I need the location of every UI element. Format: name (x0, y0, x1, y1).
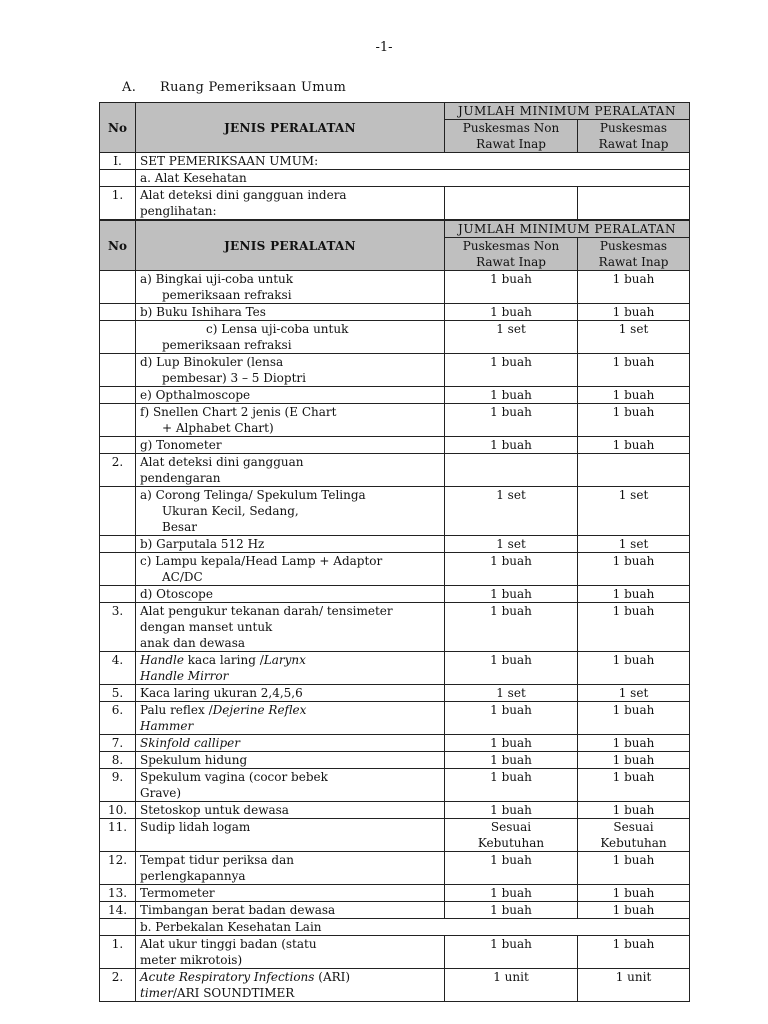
item-name (136, 969, 445, 1002)
qty-non-rawat: 1 buah (445, 603, 578, 652)
empty-cell (100, 170, 136, 187)
qty-rawat: 1 set (578, 685, 690, 702)
header-jenis: JENIS PERALATAN (136, 221, 445, 271)
qty-non-rawat: 1 set (445, 487, 578, 536)
qty-line: Kebutuhan (477, 836, 545, 850)
qty-rawat: 1 buah (578, 271, 690, 304)
table-row (100, 936, 690, 969)
item-line: Alat deteksi dini gangguan indera (140, 188, 347, 202)
qty-non-rawat: 1 buah (445, 271, 578, 304)
empty-cell (100, 919, 136, 936)
qty-rawat: 1 buah (578, 304, 690, 321)
qty-line: Sesuai (613, 820, 654, 834)
row-no: 6. (100, 702, 136, 735)
qty-rawat: 1 buah (578, 702, 690, 735)
item-text: Palu reflex / (140, 703, 213, 717)
empty-cell (445, 454, 578, 487)
table-row (100, 852, 690, 885)
qty-rawat: 1 unit (578, 969, 690, 1002)
item-line: pembesar) 3 – 5 Dioptri (162, 371, 306, 385)
table-row (100, 802, 690, 819)
row-no: 14. (100, 902, 136, 919)
table-row (100, 885, 690, 902)
item-line: f) Snellen Chart 2 jenis (E Chart (140, 405, 337, 419)
header-col-non-rawat (445, 238, 578, 271)
item-line: c) Lampu kepala/Head Lamp + Adaptor (140, 554, 383, 568)
empty-cell (578, 454, 690, 487)
row-no: 1. (100, 936, 136, 969)
empty-cell (100, 321, 136, 354)
item-name: g) Tonometer (136, 437, 445, 454)
row-no: 2. (100, 969, 136, 1002)
item-italic: Handle (140, 653, 184, 667)
empty-cell (100, 304, 136, 321)
empty-cell (100, 437, 136, 454)
table-row (100, 304, 690, 321)
header-col1-line2: Rawat Inap (476, 255, 546, 269)
empty-cell (100, 536, 136, 553)
perbekalan-label: b. Perbekalan Kesehatan Lain (136, 919, 690, 936)
item-name (136, 652, 445, 685)
row-no: 10. (100, 802, 136, 819)
qty-rawat: 1 buah (578, 437, 690, 454)
empty-cell (578, 187, 690, 220)
table-row (100, 769, 690, 802)
empty-cell (100, 487, 136, 536)
item-name (136, 769, 445, 802)
qty-rawat: 1 buah (578, 735, 690, 752)
set-label: SET PEMERIKSAAN UMUM: (136, 153, 690, 170)
qty-non-rawat (445, 819, 578, 852)
qty-non-rawat: 1 buah (445, 752, 578, 769)
empty-cell (100, 553, 136, 586)
qty-non-rawat: 1 unit (445, 969, 578, 1002)
header-jumlah: JUMLAH MINIMUM PERALATAN (445, 103, 690, 120)
header-row (100, 103, 690, 120)
table-row (100, 969, 690, 1002)
item-line: meter mikrotois) (140, 953, 243, 967)
qty-rawat: 1 set (578, 487, 690, 536)
item-line: c) Lensa uji-coba untuk (206, 322, 349, 336)
table-row (100, 902, 690, 919)
table-row (100, 586, 690, 603)
row-no: 7. (100, 735, 136, 752)
table-row (100, 187, 690, 220)
empty-cell (100, 404, 136, 437)
table-row (100, 487, 690, 536)
qty-line: Kebutuhan (600, 836, 667, 850)
empty-cell (100, 271, 136, 304)
qty-rawat: 1 buah (578, 354, 690, 387)
item-italic: Hammer (140, 719, 194, 733)
table-row (100, 685, 690, 702)
qty-non-rawat: 1 buah (445, 885, 578, 902)
qty-line: Sesuai (490, 820, 532, 834)
row-no: 5. (100, 685, 136, 702)
item-line: pemeriksaan refraksi (162, 338, 292, 352)
qty-non-rawat: 1 set (445, 321, 578, 354)
item-line: Alat deteksi dini gangguan (140, 455, 304, 469)
page-number: -1- (375, 40, 393, 55)
qty-non-rawat: 1 buah (445, 852, 578, 885)
empty-cell (100, 586, 136, 603)
item-line: a) Bingkai uji-coba untuk (140, 272, 294, 286)
qty-non-rawat: 1 buah (445, 652, 578, 685)
item-name (136, 852, 445, 885)
header-col2-line2: Rawat Inap (598, 255, 669, 269)
qty-rawat: 1 buah (578, 387, 690, 404)
empty-cell (445, 187, 578, 220)
table-row (100, 321, 690, 354)
qty-non-rawat: 1 buah (445, 802, 578, 819)
item-name (136, 271, 445, 304)
item-text: (ARI) (314, 970, 351, 984)
item-line: d) Lup Binokuler (lensa (140, 355, 284, 369)
header-col-non-rawat (445, 120, 578, 153)
item-name: e) Opthalmoscope (136, 387, 445, 404)
item-name (136, 936, 445, 969)
item-name (136, 404, 445, 437)
item-line: Spekulum vagina (cocor bebek (140, 770, 328, 784)
item-line: dengan manset untuk (140, 620, 273, 634)
qty-rawat: 1 buah (578, 404, 690, 437)
header-col-rawat (578, 238, 690, 271)
qty-rawat: 1 buah (578, 586, 690, 603)
item-name (136, 187, 445, 220)
qty-non-rawat: 1 buah (445, 902, 578, 919)
item-name: d) Otoscope (136, 586, 445, 603)
qty-non-rawat: 1 buah (445, 936, 578, 969)
row-no: 3. (100, 603, 136, 652)
table-row (100, 819, 690, 852)
table-row (100, 170, 690, 187)
qty-rawat: 1 buah (578, 769, 690, 802)
header-jumlah: JUMLAH MINIMUM PERALATAN (445, 221, 690, 238)
qty-non-rawat: 1 set (445, 685, 578, 702)
header-col1-line2: Rawat Inap (476, 137, 546, 151)
item-name: Timbangan berat badan dewasa (136, 902, 445, 919)
item-line: + Alphabet Chart) (162, 421, 274, 435)
item-name: Termometer (136, 885, 445, 902)
item-name: b) Buku Ishihara Tes (136, 304, 445, 321)
qty-non-rawat: 1 buah (445, 404, 578, 437)
item-name (136, 354, 445, 387)
item-line: anak dan dewasa (140, 636, 246, 650)
qty-rawat: 1 set (578, 536, 690, 553)
item-name: Stetoskop untuk dewasa (136, 802, 445, 819)
table-row (100, 603, 690, 652)
table-row (100, 553, 690, 586)
header-col2-line2: Rawat Inap (598, 137, 669, 151)
equipment-table-top (99, 102, 690, 220)
qty-rawat: 1 buah (578, 553, 690, 586)
header-col2-line1: Puskesmas (599, 239, 668, 253)
item-line: Grave) (140, 786, 182, 800)
item-italic: Acute Respiratory Infections (140, 970, 315, 984)
qty-rawat: 1 buah (578, 902, 690, 919)
item-line: pendengaran (140, 471, 221, 485)
header-col1-line1: Puskesmas Non (462, 121, 560, 135)
section-heading (122, 80, 346, 95)
item-name (136, 553, 445, 586)
item-name (136, 321, 445, 354)
table-row (100, 454, 690, 487)
section-letter: A. (122, 80, 137, 95)
header-jenis: JENIS PERALATAN (136, 103, 445, 153)
item-italic: timer (140, 986, 173, 1000)
qty-rawat (578, 819, 690, 852)
row-no: 12. (100, 852, 136, 885)
table-row (100, 404, 690, 437)
qty-rawat: 1 set (578, 321, 690, 354)
row-no: 4. (100, 652, 136, 685)
item-name (136, 454, 445, 487)
qty-non-rawat: 1 buah (445, 769, 578, 802)
header-row (100, 221, 690, 238)
table-row (100, 652, 690, 685)
item-name (136, 603, 445, 652)
qty-non-rawat: 1 buah (445, 702, 578, 735)
table-row (100, 153, 690, 170)
header-col2-line1: Puskesmas (599, 121, 668, 135)
qty-non-rawat: 1 buah (445, 735, 578, 752)
item-name: Spekulum hidung (136, 752, 445, 769)
header-col-rawat (578, 120, 690, 153)
qty-rawat: 1 buah (578, 752, 690, 769)
row-no: 1. (100, 187, 136, 220)
qty-rawat: 1 buah (578, 936, 690, 969)
item-italic: Handle Mirror (140, 669, 229, 683)
header-no: No (100, 221, 136, 271)
item-line: Alat ukur tinggi badan (statu (140, 937, 317, 951)
item-line: Besar (162, 520, 197, 534)
item-line: pemeriksaan refraksi (162, 288, 292, 302)
row-no: I. (100, 153, 136, 170)
item-line: AC/DC (162, 570, 203, 584)
item-line: Alat pengukur tekanan darah/ tensimeter (140, 604, 393, 618)
table-row (100, 752, 690, 769)
header-col1-line1: Puskesmas Non (462, 239, 560, 253)
empty-cell (100, 387, 136, 404)
item-name (136, 702, 445, 735)
empty-cell (100, 354, 136, 387)
qty-non-rawat: 1 buah (445, 437, 578, 454)
qty-non-rawat: 1 set (445, 536, 578, 553)
table-row (100, 354, 690, 387)
qty-rawat: 1 buah (578, 603, 690, 652)
table-row (100, 387, 690, 404)
item-line: a) Corong Telinga/ Spekulum Telinga (140, 488, 366, 502)
item-name (136, 735, 445, 752)
item-italic: Dejerine Reflex (212, 703, 307, 717)
row-no: 9. (100, 769, 136, 802)
qty-non-rawat: 1 buah (445, 387, 578, 404)
alat-kesehatan-label: a. Alat Kesehatan (136, 170, 690, 187)
qty-non-rawat: 1 buah (445, 304, 578, 321)
qty-non-rawat: 1 buah (445, 354, 578, 387)
table-row (100, 735, 690, 752)
table-row (100, 437, 690, 454)
item-italic: Larynx (263, 653, 306, 667)
item-text: /ARI SOUNDTIMER (172, 986, 295, 1000)
item-name: Sudip lidah logam (136, 819, 445, 852)
item-name: Kaca laring ukuran 2,4,5,6 (136, 685, 445, 702)
item-line: Tempat tidur periksa dan (140, 853, 294, 867)
row-no: 2. (100, 454, 136, 487)
table-row (100, 919, 690, 936)
item-italic: Skinfold calliper (140, 736, 240, 750)
qty-rawat: 1 buah (578, 885, 690, 902)
row-no: 11. (100, 819, 136, 852)
header-no: No (100, 103, 136, 153)
table-row (100, 271, 690, 304)
table-row (100, 702, 690, 735)
row-no: 8. (100, 752, 136, 769)
equipment-table-main (99, 220, 690, 1002)
item-text: kaca laring / (183, 653, 264, 667)
qty-non-rawat: 1 buah (445, 586, 578, 603)
qty-rawat: 1 buah (578, 652, 690, 685)
qty-non-rawat: 1 buah (445, 553, 578, 586)
item-line: penglihatan: (140, 204, 217, 218)
item-name (136, 487, 445, 536)
qty-rawat: 1 buah (578, 802, 690, 819)
item-line: Ukuran Kecil, Sedang, (162, 504, 299, 518)
item-name: b) Garputala 512 Hz (136, 536, 445, 553)
table-row (100, 536, 690, 553)
section-title: Ruang Pemeriksaan Umum (160, 80, 347, 95)
item-line: perlengkapannya (140, 869, 246, 883)
qty-rawat: 1 buah (578, 852, 690, 885)
row-no: 13. (100, 885, 136, 902)
